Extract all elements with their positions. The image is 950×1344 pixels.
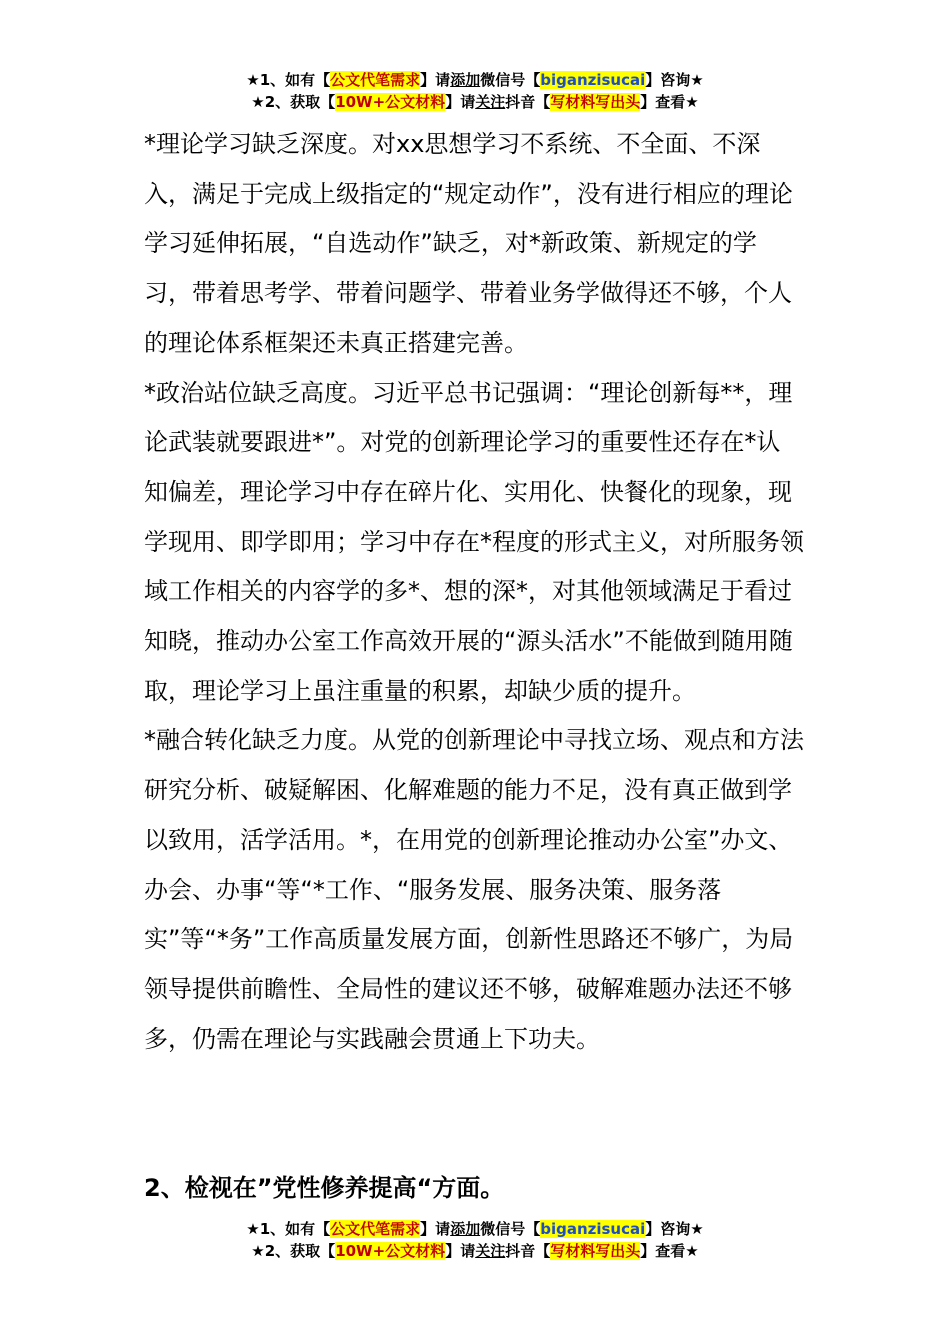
banner-text: ★1、如有【	[246, 1220, 331, 1238]
banner-text: 抖音【	[505, 93, 551, 111]
banner-text: ★1、如有【	[246, 71, 331, 89]
banner-highlight: 10W+公文材料	[335, 93, 446, 111]
document-body	[144, 120, 804, 1064]
banner-text: 微信号【	[480, 71, 541, 89]
banner-line-1	[0, 69, 950, 91]
banner-highlight-douyin: 写材料写出头	[550, 1242, 641, 1260]
section-heading: 2、检视在”党性修养提高“方面。	[144, 1174, 505, 1202]
banner-text: 】咨询★	[645, 71, 704, 89]
banner-highlight-douyin: 写材料写出头	[550, 93, 641, 111]
banner-highlight: 公文代笔需求	[330, 71, 421, 89]
body-paragraph-2: *政治站位缺乏高度。习近平总书记强调：“理论创新每**，理论武装就要跟进*”。对党的创新理论学习的重要性还存在*认知偏差，理论学习中存在碎片化、实用化、快餐化的现象，现学现用、即学即用；学习中存在*程度的形式主义，对所服务领域工作相关的内容学的多*、想的深*，对其他领域满足于看过知晓，推动办公室工作高效开展的“源头活水”不能做到随用随取，理论学习上虽注重量的积累，却缺少质的提升。	[144, 378, 804, 705]
banner-line-1	[0, 1218, 950, 1240]
top-banner	[0, 69, 950, 113]
banner-line-2	[0, 91, 950, 113]
banner-underlined-text: 关注	[475, 93, 506, 111]
bottom-banner	[0, 1218, 950, 1262]
banner-highlight-wechat: biganzisucai	[540, 1220, 646, 1238]
banner-text: 微信号【	[480, 1220, 541, 1238]
banner-text: 】请	[445, 1242, 476, 1260]
banner-highlight: 公文代笔需求	[330, 1220, 421, 1238]
banner-text: 】请	[420, 71, 451, 89]
banner-text: 】请	[420, 1220, 451, 1238]
banner-text: ★2、获取【	[251, 93, 336, 111]
banner-underlined-text: 添加	[450, 1220, 481, 1238]
banner-text: 】查看★	[640, 1242, 699, 1260]
banner-text: 】咨询★	[645, 1220, 704, 1238]
banner-text: ★2、获取【	[251, 1242, 336, 1260]
banner-text: 】查看★	[640, 93, 699, 111]
banner-highlight-wechat: biganzisucai	[540, 71, 646, 89]
body-paragraph-3: *融合转化缺乏力度。从党的创新理论中寻找立场、观点和方法研究分析、破疑解困、化解难题的能力不足，没有真正做到学以致用，活学活用。*，在用党的创新理论推动办公室”办文、办会、办事“等“*工作、“服务发展、服务决策、服务落实”等“*务”工作高质量发展方面，创新性思路还不够广，为局领导提供前瞻性、全局性的建议还不够，破解难题办法还不够多，仍需在理论与实践融会贯通上下功夫。	[144, 726, 804, 1053]
banner-underlined-text: 添加	[450, 71, 481, 89]
banner-text: 抖音【	[505, 1242, 551, 1260]
banner-underlined-text: 关注	[475, 1242, 506, 1260]
banner-highlight: 10W+公文材料	[335, 1242, 446, 1260]
banner-text: 】请	[445, 93, 476, 111]
body-paragraph-1: *理论学习缺乏深度。对xx思想学习不系统、不全面、不深入，满足于完成上级指定的“规定动作”，没有进行相应的理论学习延伸拓展，“自选动作”缺乏，对*新政策、新规定的学习，带着思考学、带着问题学、带着业务学做得还不够，个人的理论体系框架还未真正搭建完善。	[144, 130, 793, 357]
banner-line-2	[0, 1240, 950, 1262]
